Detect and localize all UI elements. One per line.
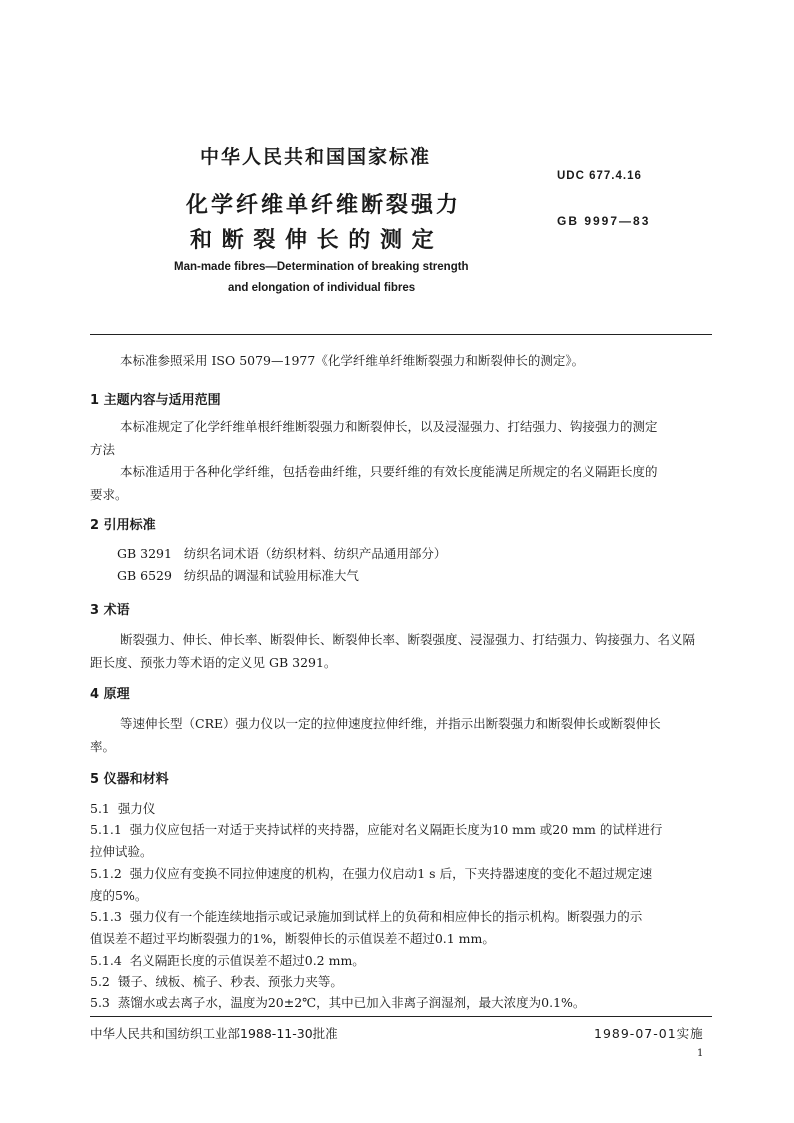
udc-code: UDC 677.4.16 <box>557 170 642 182</box>
english-title-line-2: and elongation of individual fibres <box>228 282 416 294</box>
clause-5-2: 5.2 镊子、绒板、梳子、秒表、预张力夹等。 <box>90 974 343 989</box>
clause-5-1-4: 5.1.4 名义隔距长度的示值误差不超过0.2 mm。 <box>90 953 365 968</box>
clause-5-1: 5.1 强力仪 <box>90 801 156 816</box>
document-title-line-1: 化学纤维单纤维断裂强力 <box>186 193 462 218</box>
section-5-heading: 5 仪器和材料 <box>90 772 169 787</box>
section-1-paragraph-1-cont: 方法 <box>90 442 116 457</box>
header-divider <box>90 334 712 335</box>
clause-5-1-1: 5.1.1 强力仪应包括一对适于夹持试样的夹持器，应能对名义隔距长度为10 mm 或20 mm 的试样进行 <box>90 822 663 837</box>
section-1-heading: 1 主题内容与适用范围 <box>90 393 221 408</box>
section-1-paragraph-1: 本标准规定了化学纤维单根纤维断裂强力和断裂伸长，以及浸湿强力、打结强力、钩接强力的测定 <box>120 419 658 434</box>
section-4-heading: 4 原理 <box>90 687 130 702</box>
approval-statement: 中华人民共和国纺织工业部1988-11-30批准 <box>90 1026 338 1041</box>
english-title-line-1: Man-made fibres—Determination of breaking strength <box>174 261 469 273</box>
page-number: 1 <box>697 1048 704 1059</box>
issuing-body: 中华人民共和国国家标准 <box>200 146 432 168</box>
clause-5-1-3-cont: 值误差不超过平均断裂强力的1%，断裂伸长的示值误差不超过0.1 mm。 <box>90 931 495 946</box>
section-3-paragraph: 断裂强力、伸长、伸长率、断裂伸长、断裂伸长率、断裂强度、浸湿强力、打结强力、钩接强力、名义隔 <box>120 632 696 647</box>
section-1-paragraph-2: 本标准适用于各种化学纤维，包括卷曲纤维，只要纤维的有效长度能满足所规定的名义隔距长度的 <box>120 464 658 479</box>
section-4-paragraph: 等速伸长型（CRE）强力仪以一定的拉伸速度拉伸纤维，并指示出断裂强力和断裂伸长或断裂伸长 <box>120 716 661 731</box>
section-3-paragraph-cont: 距长度、预张力等术语的定义见 GB 3291。 <box>90 655 337 670</box>
clause-5-1-2: 5.1.2 强力仪应有变换不同拉伸速度的机构，在强力仪启动1 s 后，下夹持器速度的变化不超过规定速 <box>90 866 653 881</box>
clause-5-3: 5.3 蒸馏水或去离子水，温度为20±2℃，其中已加入非离子润湿剂，最大浓度为0.1%。 <box>90 995 586 1010</box>
section-2-heading: 2 引用标准 <box>90 518 156 533</box>
reference-gb-6529: GB 6529 纺织品的调湿和试验用标准大气 <box>117 568 359 583</box>
footer-divider <box>90 1016 712 1017</box>
clause-5-1-3: 5.1.3 强力仪有一个能连续地指示或记录施加到试样上的负荷和相应伸长的指示机构。断裂强力的示 <box>90 909 643 924</box>
document-title-line-2: 和 断 裂 伸 长 的 测 定 <box>190 228 435 253</box>
section-1-paragraph-2-cont: 要求。 <box>90 487 128 502</box>
reference-gb-3291: GB 3291 纺织名词术语（纺织材料、纺织产品通用部分） <box>117 546 447 561</box>
intro-paragraph: 本标准参照采用 ISO 5079—1977《化学纤维单纤维断裂强力和断裂伸长的测定》。 <box>120 353 585 368</box>
clause-5-1-1-cont: 拉伸试验。 <box>90 844 153 859</box>
clause-5-1-2-cont: 度的5%。 <box>90 888 148 903</box>
gb-standard-number: GB 9997—83 <box>557 214 651 228</box>
effective-date: 1989-07-01实施 <box>594 1026 704 1041</box>
section-4-paragraph-cont: 率。 <box>90 739 116 754</box>
section-3-heading: 3 术语 <box>90 603 130 618</box>
